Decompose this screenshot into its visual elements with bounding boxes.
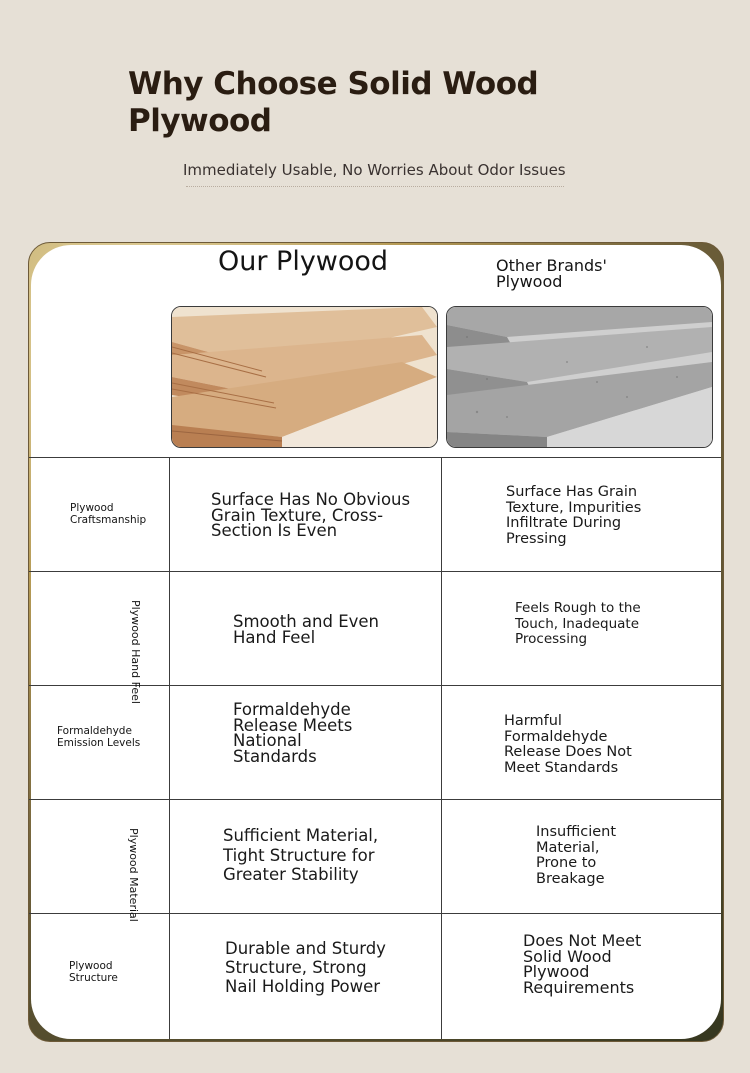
page-subtitle: Immediately Usable, No Worries About Odor Issues <box>183 161 566 179</box>
other-material: Insufficient Material, Prone to Breakage <box>536 824 617 887</box>
column-header-other: Other Brands' Plywood <box>496 256 607 291</box>
row-label-hand-feel: Plywood Hand Feel <box>129 600 142 704</box>
row-label-structure: Plywood Structure <box>69 960 118 984</box>
other-structure: Does Not Meet Solid Wood Plywood Requirements <box>523 931 642 997</box>
column-divider <box>441 457 442 1039</box>
other-hand-feel: Feels Rough to the Touch, Inadequate Processing <box>515 600 641 647</box>
row-divider <box>29 457 721 458</box>
ours-hand-feel: Smooth and Even Hand Feel <box>233 612 379 647</box>
row-divider <box>29 799 721 800</box>
column-divider <box>169 457 170 1039</box>
row-label-formaldehyde: Formaldehyde Emission Levels <box>57 725 141 749</box>
row-label-material: Plywood Material <box>127 828 140 922</box>
page-title: Why Choose Solid Wood Plywood <box>128 66 539 139</box>
ours-structure: Durable and Sturdy Structure, Strong Nail Holding Power <box>225 939 386 996</box>
our-plywood-image <box>171 306 438 448</box>
column-header-ours: Our Plywood <box>218 246 389 277</box>
subtitle-divider <box>186 186 564 188</box>
ours-craftsmanship: Surface Has No Obvious Grain Texture, Cross-Section Is Even <box>211 490 411 540</box>
other-craftsmanship: Surface Has Grain Texture, Impurities Infiltrate During Pressing <box>506 484 642 547</box>
other-formaldehyde: Harmful Formaldehyde Release Does Not Meet Standards <box>504 713 632 776</box>
row-divider <box>29 571 721 572</box>
ours-material: Sufficient Material, Tight Structure for Greater Stability <box>223 826 379 884</box>
row-label-craftsmanship: Plywood Craftsmanship <box>70 502 147 526</box>
ours-formaldehyde: Formaldehyde Release Meets National Standards <box>233 700 353 766</box>
other-plywood-image <box>446 306 713 448</box>
